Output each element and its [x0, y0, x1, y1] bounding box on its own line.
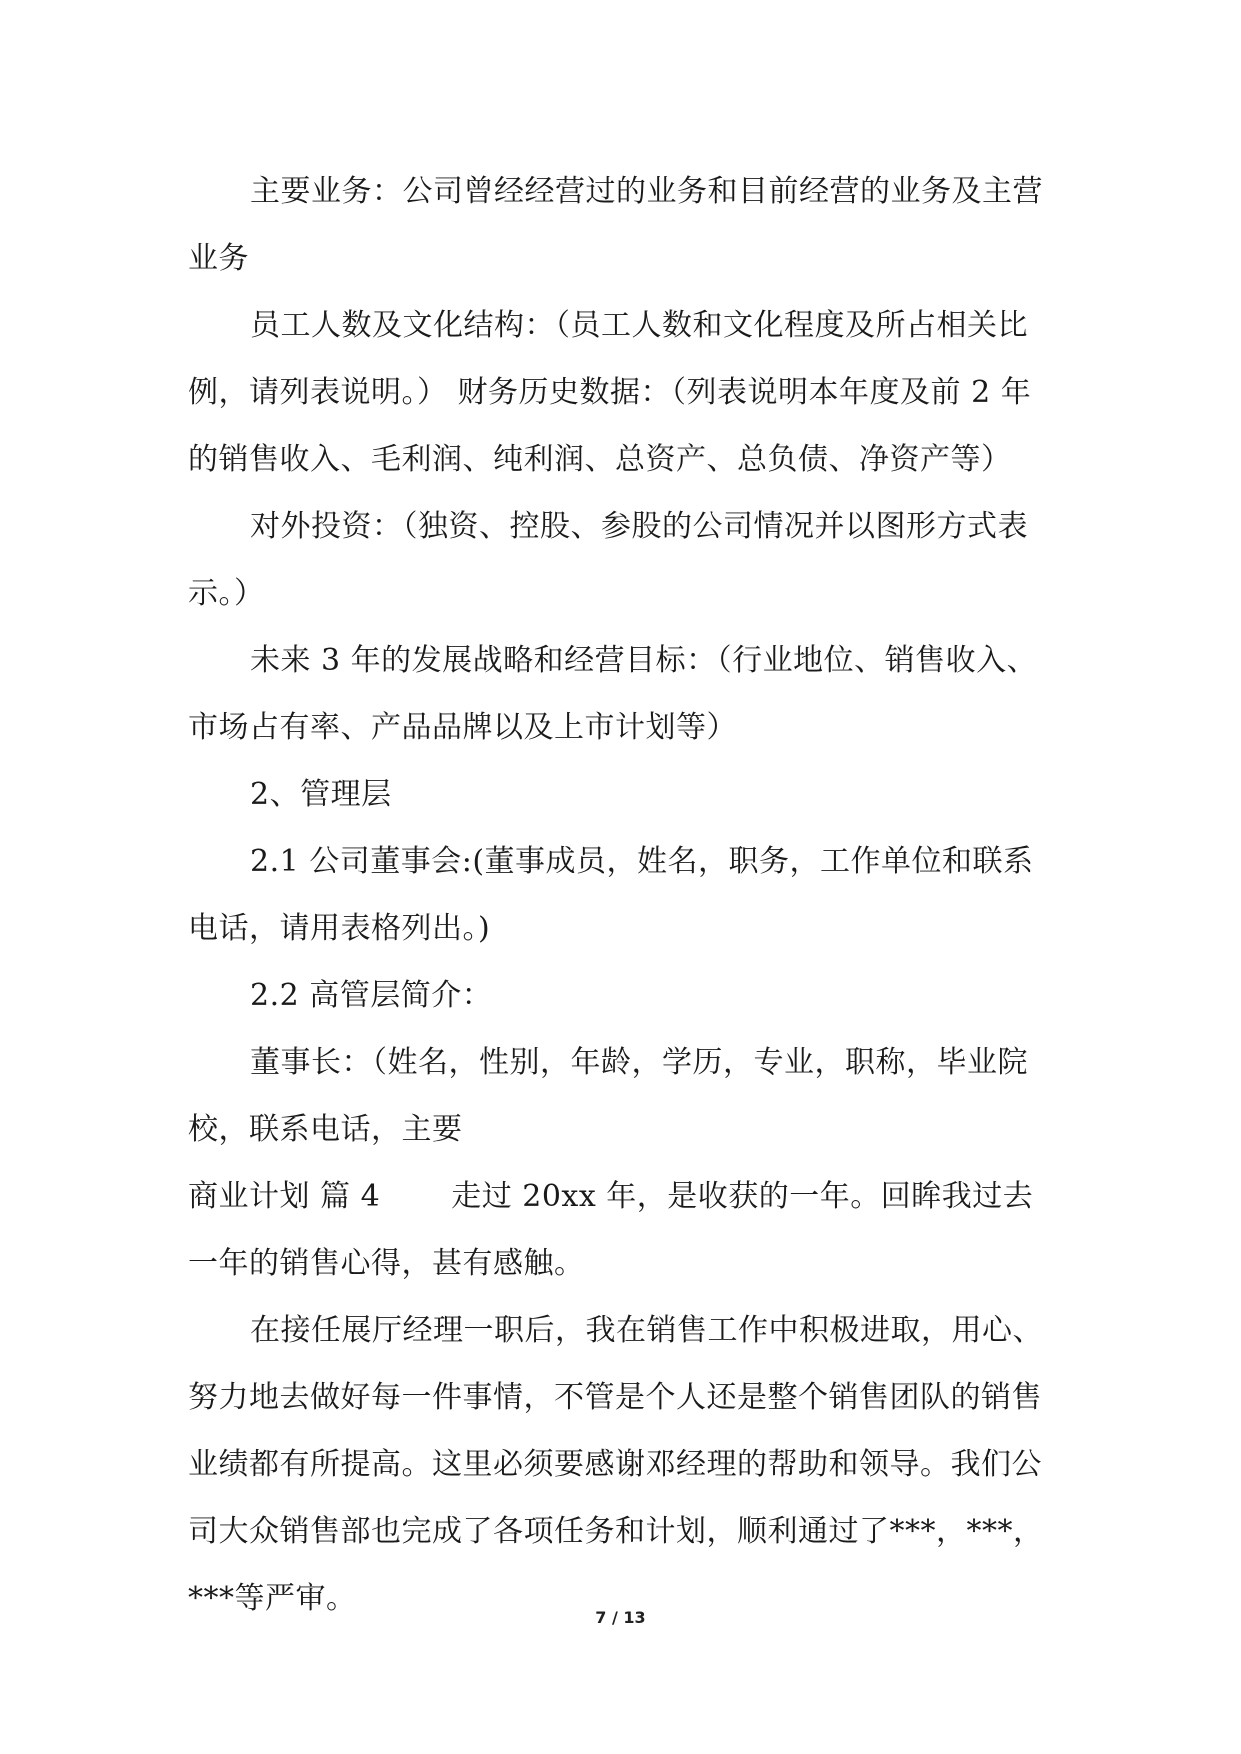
paragraph-future-strategy: 未来 3 年的发展战略和经营目标：（行业地位、销售收入、市场占有率、产品品牌以及上市计划等） — [188, 643, 1038, 745]
paragraph-business-plan-part4: 商业计划 篇 4 走过 20xx 年，是收获的一年。回眸我过去一年的销售心得，甚有感触。 — [188, 1179, 1034, 1281]
page-number: 7 / 13 — [595, 1608, 646, 1627]
paragraph-staff-and-finance: 员工人数及文化结构：（员工人数和文化程度及所占相关比例，请列表说明。） 财务历史数据：（列表说明本年度及前 2 年的销售收入、毛利润、纯利润、总资产、总负债、净资产等） — [188, 308, 1032, 477]
paragraph-chairman: 董事长：（姓名，性别，年龄，学历，专业，职称，毕业院校，联系电话，主要 — [188, 1045, 1028, 1147]
paragraph-main-business: 主要业务：公司曾经经营过的业务和目前经营的业务及主营业务 — [188, 174, 1043, 276]
paragraph-showroom-manager: 在接任展厅经理一职后，我在销售工作中积极进取，用心、努力地去做好每一件事情，不管是个人还是整个销售团队的销售业绩都有所提高。这里必须要感谢邓经理的帮助和领导。我们公司大众销售部也完成了各项任务和计划，顺利通过了***，***，***等严审。 — [188, 1313, 1044, 1616]
paragraph-executive-intro: 2.2 高管层简介： — [250, 978, 493, 1013]
paragraph-external-investment: 对外投资：（独资、控股、参股的公司情况并以图形方式表示。） — [188, 509, 1028, 611]
paragraph-board-of-directors: 2.1 公司董事会:(董事成员，姓名，职务，工作单位和联系电话，请用表格列出。) — [188, 844, 1034, 946]
section-heading-management: 2、管理层 — [250, 777, 392, 812]
document-body — [188, 158, 1058, 1632]
